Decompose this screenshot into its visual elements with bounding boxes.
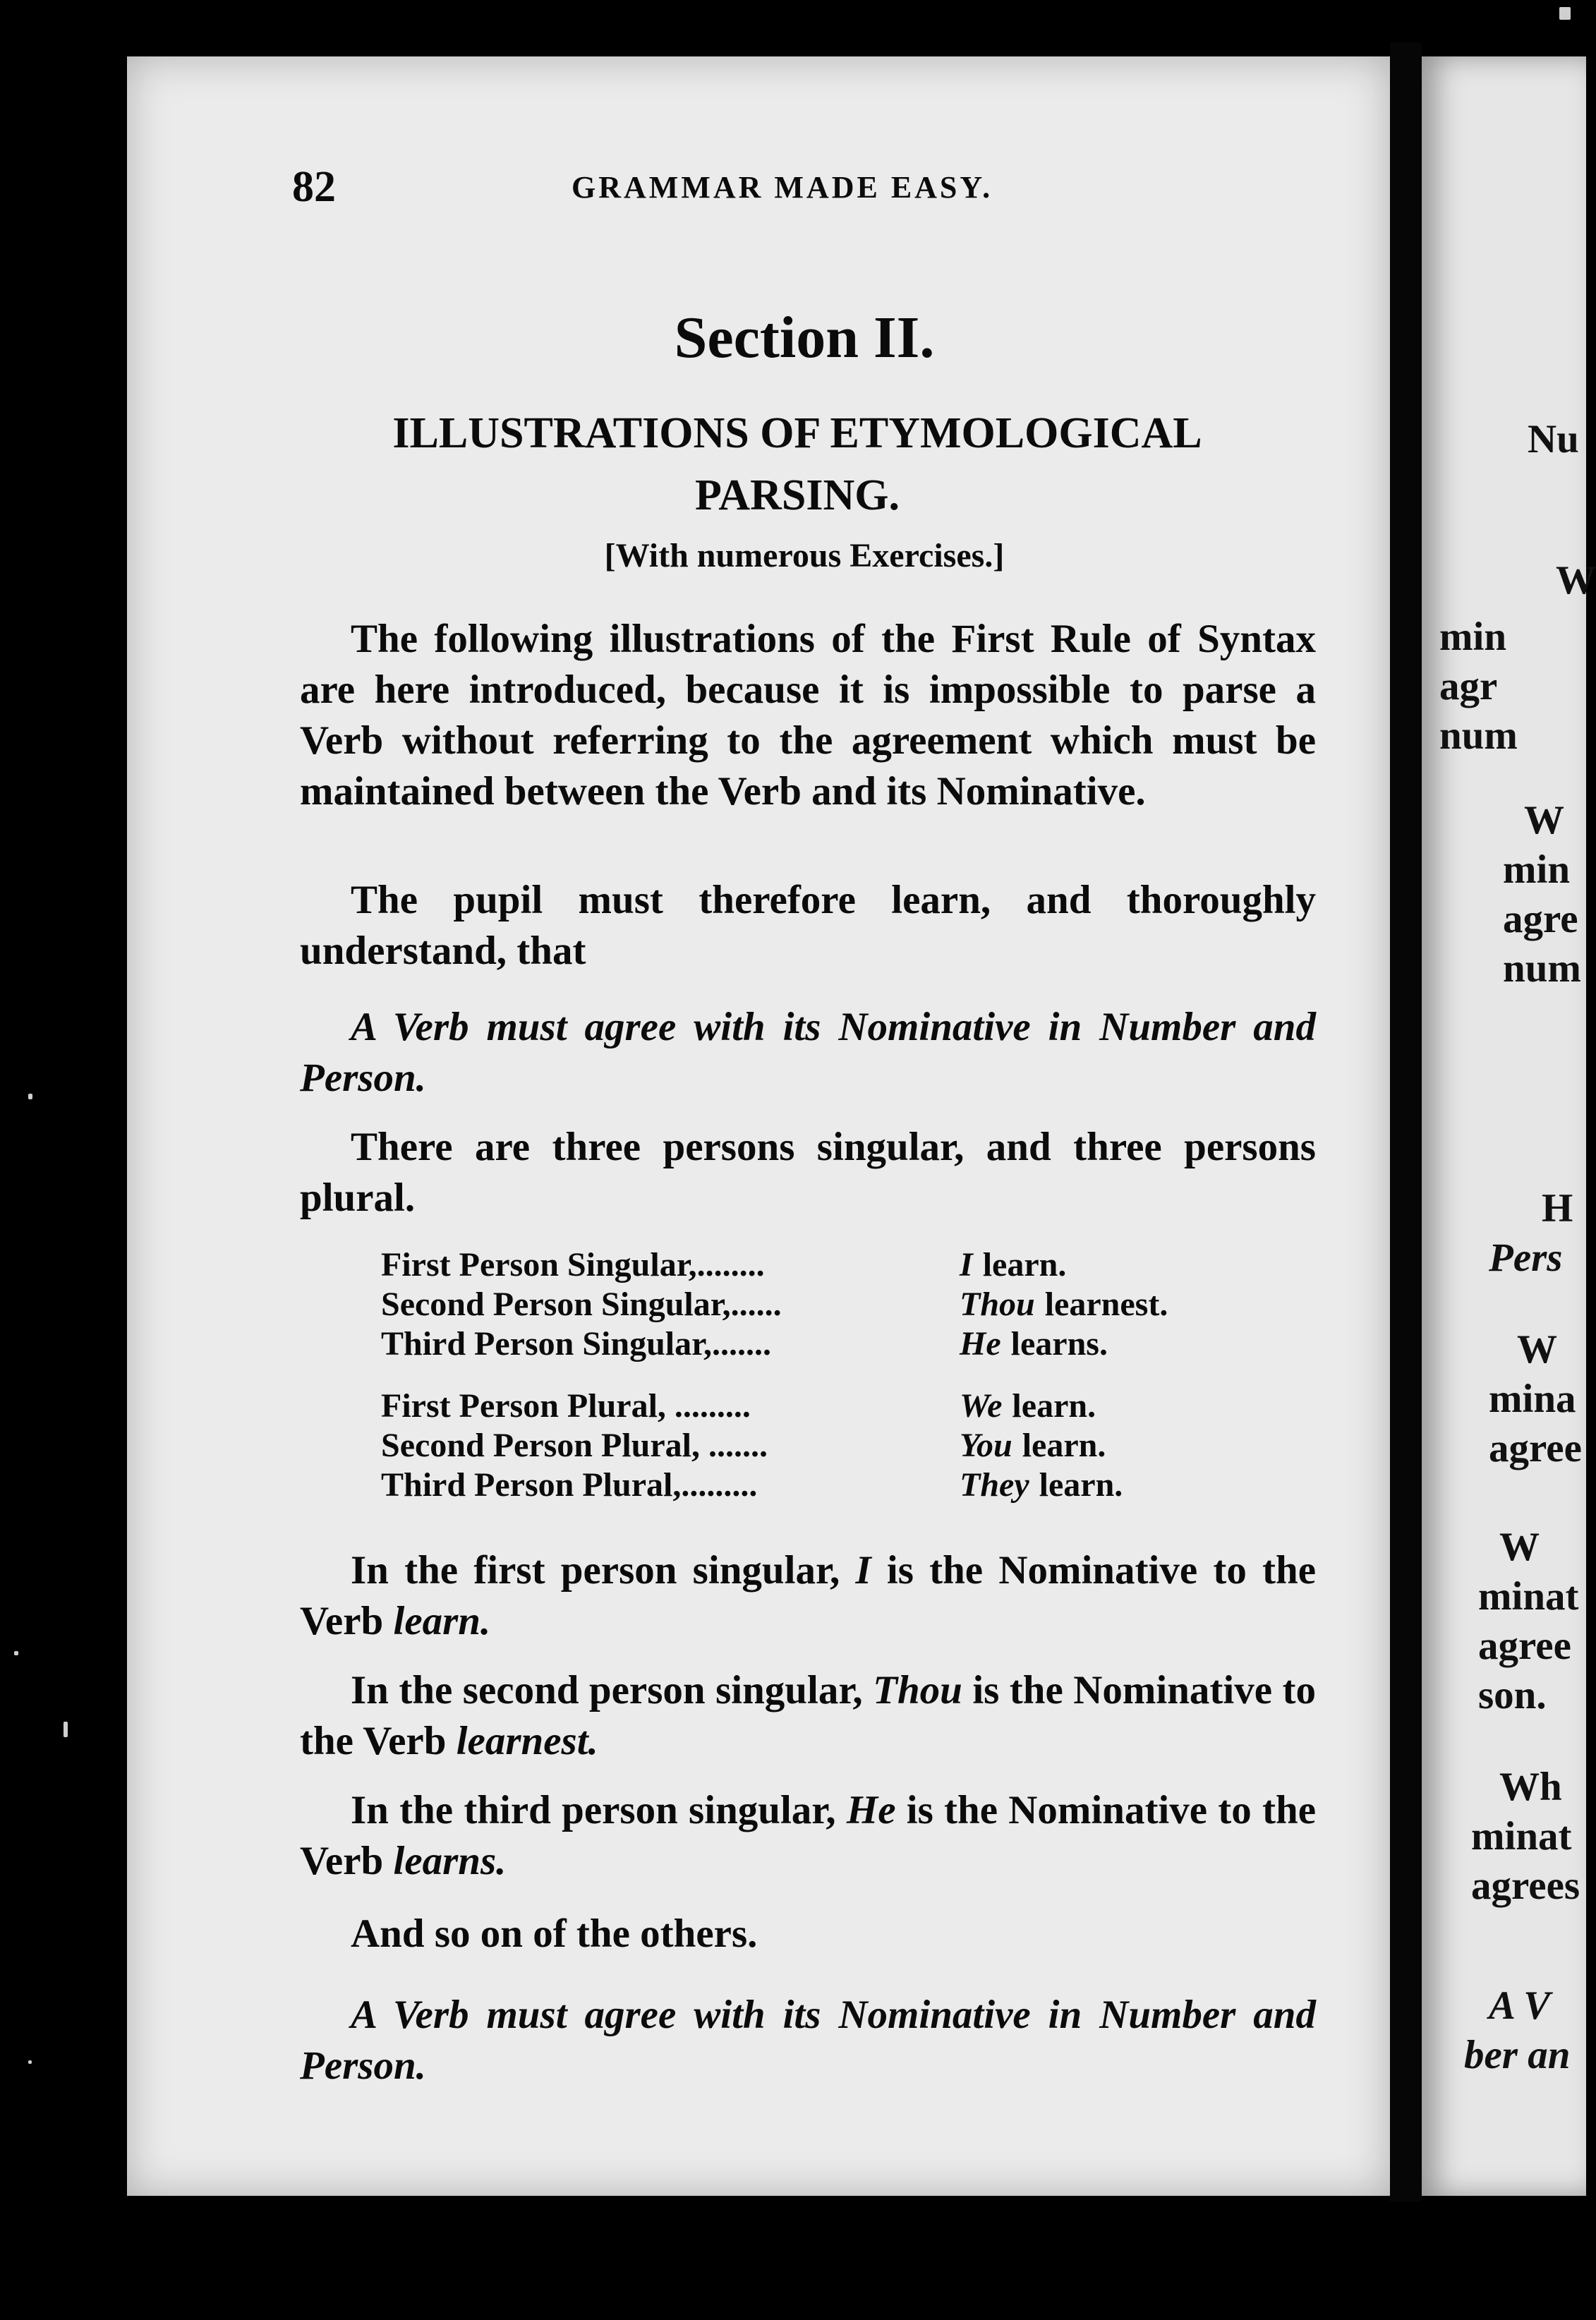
page-number: 82	[292, 163, 336, 211]
right-fragment: minat	[1478, 1574, 1579, 1619]
subheading-line-2: PARSING.	[695, 471, 900, 519]
running-title: GRAMMAR MADE EASY.	[572, 170, 993, 205]
list-item: Second Person Singular,...... Thou learnest.	[381, 1286, 1168, 1323]
paragraph-intro: The following illustrations of the First Rule of Syntax are here introduced, because it is impossible to parse a Verb without referring to the agreement which must be maintained between the Verb and its Nominative.	[300, 617, 1316, 814]
right-fragment: min	[1439, 615, 1507, 659]
subheading	[332, 402, 1263, 526]
example-third-person: In the third person singular, He is the Nominative to the Verb learns.	[300, 1788, 1317, 1883]
right-fragment: num	[1503, 946, 1581, 991]
right-fragment: ber an	[1464, 2033, 1571, 2077]
right-fragment: mina	[1489, 1377, 1576, 1421]
exercises-note: [With numerous Exercises.]	[604, 537, 1005, 574]
right-fragment: agr	[1439, 664, 1498, 708]
example-first-person: In the first person singular, I is the Nominative to the Verb learn.	[300, 1548, 1317, 1643]
right-fragment: Wh	[1499, 1765, 1562, 1809]
right-fragment: Pers	[1489, 1235, 1563, 1280]
plural-person-list	[381, 1386, 1228, 1505]
scan-speck	[1559, 7, 1571, 20]
right-fragment: num	[1439, 713, 1518, 758]
list-item: Third Person Singular,....... He learns.	[381, 1325, 1108, 1363]
right-fragment: W	[1499, 1525, 1540, 1569]
right-fragment: min	[1503, 847, 1571, 892]
rule-statement: A Verb must agree with its Nominative in Number and Person.	[300, 1005, 1316, 1100]
closing-rule: A Verb must agree with its Nominative in Number and Person.	[300, 1993, 1316, 2088]
list-item: First Person Singular,........ I learn.	[381, 1246, 1067, 1283]
paragraph-pupil: The pupil must therefore learn, and thoroughly understand, that	[300, 878, 1316, 973]
right-fragment: agree	[1478, 1624, 1571, 1668]
right-fragment: Nu	[1528, 417, 1579, 461]
singular-person-list	[381, 1245, 1228, 1364]
book-gutter	[1390, 42, 1422, 2201]
right-fragment: agree	[1489, 1426, 1582, 1470]
paragraph-persons: There are three persons singular, and three persons plural.	[300, 1125, 1316, 1220]
right-fragment: W	[1524, 798, 1564, 842]
list-item: First Person Plural, ......... We learn.	[381, 1387, 1096, 1425]
right-fragment: agrees	[1471, 1863, 1580, 1908]
right-fragment: A V	[1489, 1983, 1551, 2028]
scan-speck	[28, 1094, 32, 1099]
right-fragment: W	[1556, 558, 1596, 603]
right-fragment: W	[1517, 1327, 1557, 1372]
right-fragment: minat	[1471, 1814, 1572, 1859]
right-fragment: H	[1542, 1186, 1573, 1231]
scan-speck	[14, 1651, 18, 1655]
right-fragment: son.	[1478, 1673, 1547, 1717]
scan-speck	[28, 2060, 32, 2064]
subheading-line-1: ILLUSTRATIONS OF ETYMOLOGICAL	[392, 409, 1202, 457]
right-fragment: agre	[1503, 897, 1578, 941]
scan-speck	[64, 1722, 68, 1737]
example-others: And so on of the others.	[351, 1911, 758, 1956]
section-heading: Section II.	[674, 305, 935, 370]
list-item: Third Person Plural,......... They learn.	[381, 1466, 1123, 1504]
example-second-person: In the second person singular, Thou is the Nominative to the Verb learnest.	[300, 1668, 1316, 1763]
list-item: Second Person Plural, ....... You learn.	[381, 1427, 1106, 1464]
